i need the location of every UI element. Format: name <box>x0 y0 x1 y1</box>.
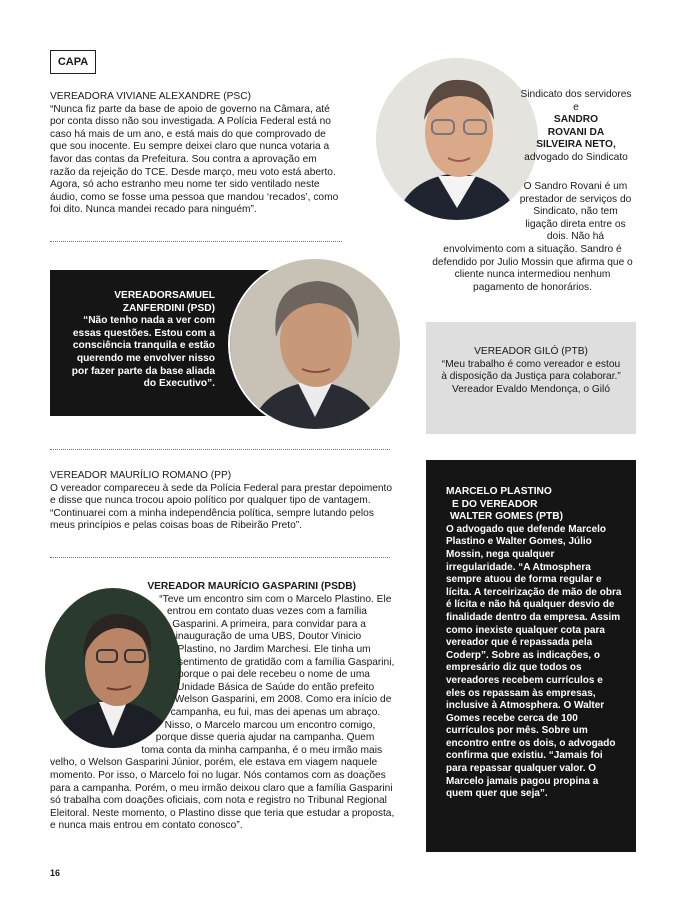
gilo-quote: “Meu trabalho é como vereador e estou à disposição da Justiça para colaborar.” <box>441 358 621 383</box>
romano-name: VEREADOR MAURÍLIO ROMANO (PP) <box>50 470 232 481</box>
viviane-quote: “Nunca fiz parte da base de apoio de governo na Câmara, até por conta disso não sou investigada. A Polícia Federal está no caso há mais de um ano, e está mais do que comprovado de que sou inocente. Eu sempre deixei claro que nunca votaria a favor das contas da Prefeitura. Sou contra a aprovação em razão da rejeição do TCE. Desde março, meu voto está aberto. Agora, só acho estranho meu nome ter sido ventilado neste áudio, como se fosse uma pessoa que mandou ‘recados’, como foi dito. Nunca mandei recado para ninguém”. <box>50 103 339 216</box>
divider <box>50 241 342 242</box>
viviane-name: VEREADORA VIVIANE ALEXANDRE (PSC) <box>50 91 251 102</box>
samuel-quote: “Não tenho nada a ver com essas questões. Estou com a consciência tranquila e estão querendo me envolver nisso por fazer parte da base aliada do Executivo”. <box>71 315 215 390</box>
portrait-zanferdini <box>228 257 402 431</box>
samuel-block <box>70 290 215 391</box>
viviane-block <box>50 91 342 217</box>
gilo-signature: Vereador Evaldo Mendonça, o Giló <box>451 383 610 395</box>
romano-block <box>50 470 395 533</box>
gasparini-quote: “Teve um encontro sim com o Marcelo Plastino. Ele entrou em contato duas vezes com a família Gasparini. A primeira, para convidar para a inauguração de uma UBS, Doutor Vinicio Plastino, no Jardim Marchesi. Ele tinha um sentimento de gratidão com a família Gasparini, porque o pai dele recebeu o nome de uma Unidade Básica de Saúde do então prefeito Welson Gasparini, em 2008. Como era início de campanha, eu fui, mas dei apenas um abraço. Nisso, o Marcelo marcou um encontro comigo, porque disse queria ajudar na campanha. Quem toma conta da minha campanha, é o meu irmão mais velho, o Welson Gasparini Júnior, porém, ele estava em viagem naquele momento. Por isso, o Marcelo foi no lugar. Nós contamos com as doações para a campanha. Porém, o meu irmão deixou claro que a família Gasparini só trabalha com doações oficiais, com nota e registro no Tribunal Regional Eleitoral. Neste momento, o Plastino disse que teria que estudar a proposta, e nunca mais entrou em contato conosco”. <box>50 593 395 832</box>
marcelo-name-2: E DO VEREADOR <box>452 498 538 510</box>
section-tag: CAPA <box>50 50 96 74</box>
marcelo-body: O advogado que defende Marcelo Plastino e Walter Gomes, Júlio Mossin, nega qualquer irregularidade. “A Atmosphera sempre atuou de forma regular e lícita. A terceirização de mão de obra é lícita e não há qualquer desvio de finalidade dentro da empresa. Assim como inexiste qualquer cota para vereador que é repassada pela Coderp”. Sobre as indicações, o empresário diz que todos os vereadores recebem currículos e eles os repassam às empresas, inclusive à Atmosphera. O Walter Gomes recebe cerca de 100 currículos por mês. Sobre um encontro entre os dois, o advogado confirma que existiu. “Jamais foi para repassar qualquer valor. O Marcelo jamais pagou propina a quem quer que seja”. <box>446 523 622 800</box>
sindicato-body-wrap <box>430 181 635 294</box>
divider <box>50 449 390 450</box>
sindicato-name: SANDRO ROVANI DA SILVEIRA NETO, <box>536 114 616 151</box>
sindicato-role: advogado do Sindicato <box>524 151 628 163</box>
gasparini-block <box>50 581 395 833</box>
marcelo-name-1: MARCELO PLASTINO <box>446 486 552 497</box>
samuel-name: VEREADORSAMUEL ZANFERDINI (PSD) <box>114 290 215 314</box>
romano-body: O vereador compareceu à sede da Polícia Federal para prestar depoimento e disse que nunca trocou apoio político por qualquer tipo de vantagem. “Continuarei com a minha independência política, sempre lutando pelos meus princípios e pelas coisas boas de Ribeirão Preto”. <box>50 482 393 532</box>
sindicato-lead: Sindicato dos servidores e <box>520 89 632 113</box>
sindicato-block <box>430 89 635 165</box>
divider <box>50 557 390 558</box>
gilo-box <box>426 322 636 434</box>
sindicato-body: O Sandro Rovani é um prestador de serviços do Sindicato, não tem ligação direta entre os dois. Não há envolvimento com a situação. Sandro é defendido por Julio Mossin que afirma que o cliente nunca intermediou nenhum pagamento de honorários. <box>432 181 633 293</box>
marcelo-box <box>426 460 636 852</box>
gasparini-name: VEREADOR MAURÍCIO GASPARINI (PSDB) <box>147 581 356 592</box>
page-number: 16 <box>50 868 61 878</box>
marcelo-name-3: WALTER GOMES (PTB) <box>450 511 563 523</box>
gilo-name: VEREADOR GILÓ (PTB) <box>474 346 588 357</box>
